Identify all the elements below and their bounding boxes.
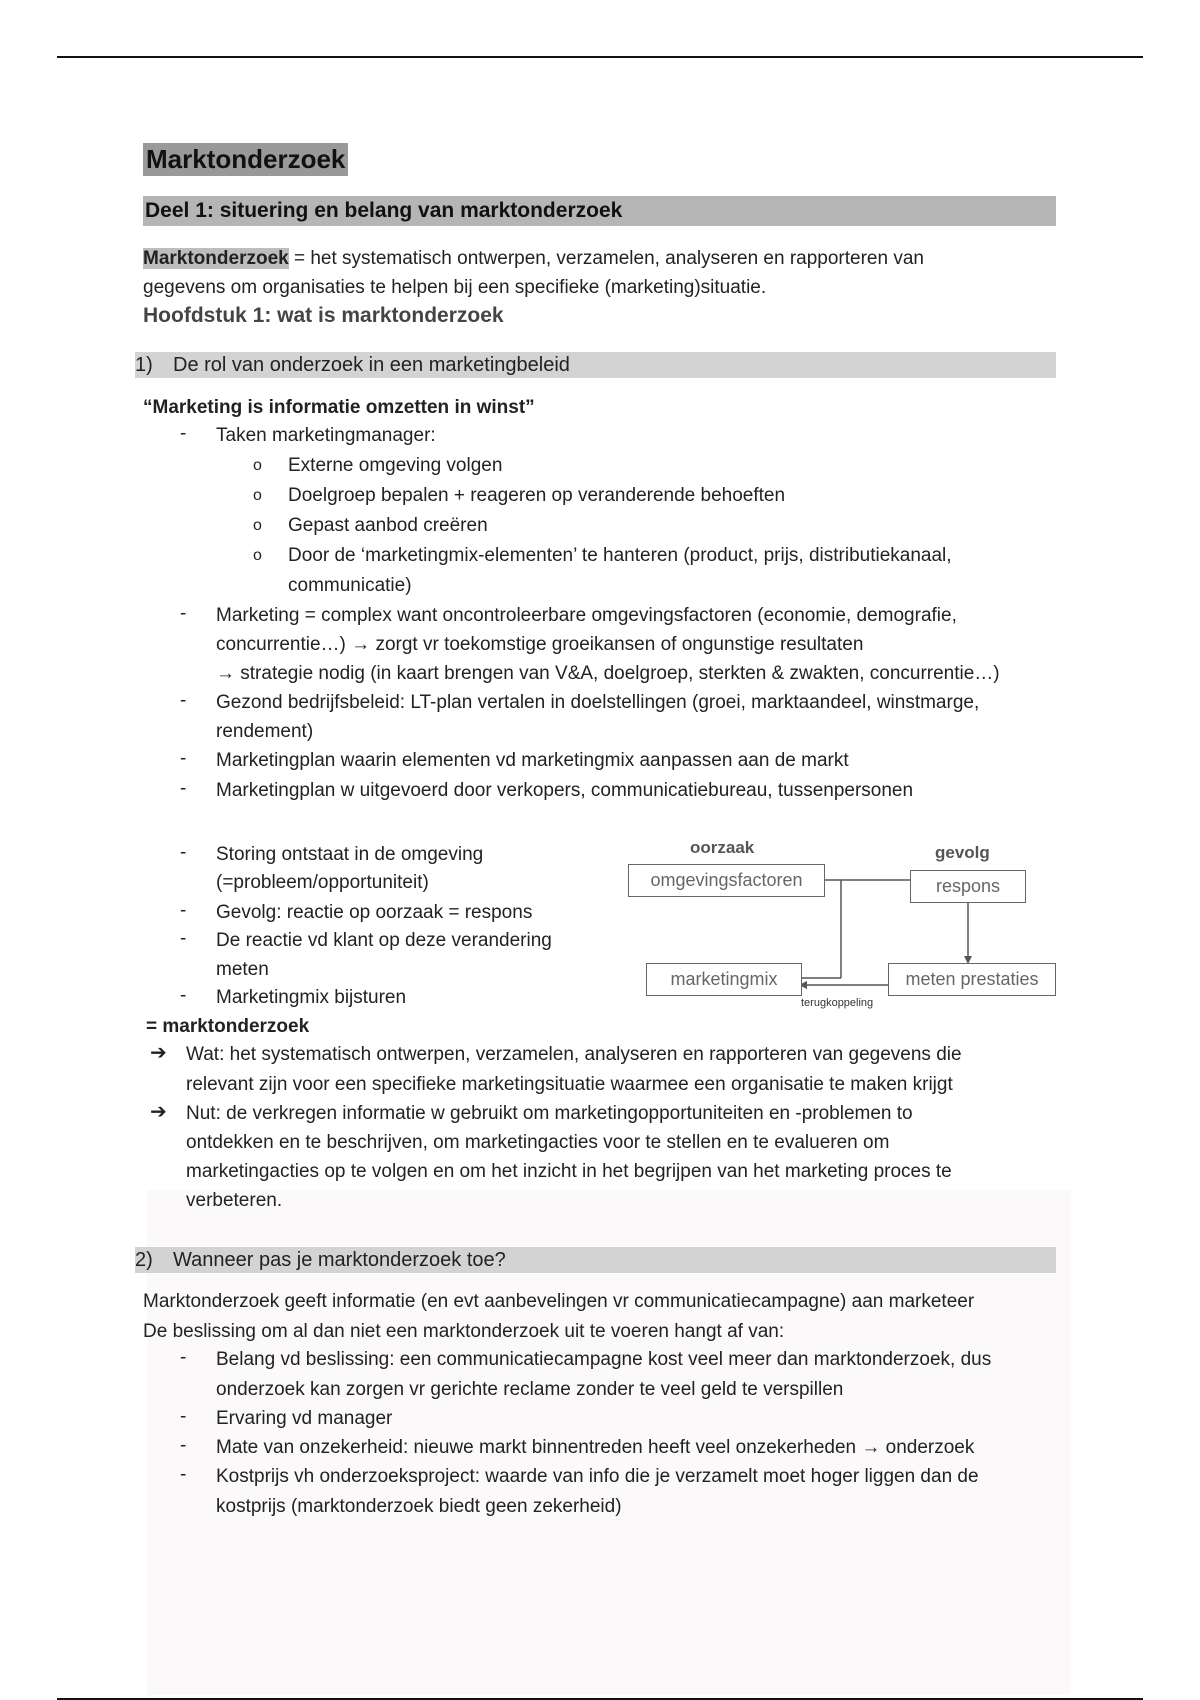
bullet-dash: - (180, 928, 187, 949)
list-item: Wat: het systematisch ontwerpen, verzamelen, analyseren en rapporteren van gegevens die (186, 1044, 962, 1065)
arrow-bullet-icon: ➔ (150, 1101, 167, 1123)
diagram-box-measure: meten prestaties (888, 963, 1056, 996)
list-item: De reactie vd klant op deze verandering (216, 930, 552, 951)
list-item: Nut: de verkregen informatie w gebruikt om marketingopportuniteiten en -problemen to (186, 1103, 913, 1124)
definition-text: = het systematisch ontwerpen, verzamelen, analyseren en rapporteren van (288, 248, 924, 269)
list-item-cont: (=probleem/opportuniteit) (216, 872, 429, 893)
section-1-title: De rol van onderzoek in een marketingbeleid (173, 354, 570, 376)
bullet-dash: - (180, 1347, 187, 1368)
chapter-heading: Hoofdstuk 1: wat is marktonderzoek (143, 304, 504, 327)
list-item-cont: relevant zijn voor een specifieke marketingsituatie waarmee een organisatie te maken krijgt (186, 1074, 953, 1095)
bullet-dash: - (180, 842, 187, 863)
list-item: Door de ‘marketingmix-elementen’ te hanteren (product, prijs, distributiekanaal, (288, 545, 952, 566)
list-item: Gepast aanbod creëren (288, 515, 488, 536)
list-item-cont: verbeteren. (186, 1190, 283, 1211)
list-item-cont: communicatie) (288, 575, 412, 596)
bullet-dash: - (180, 423, 187, 444)
diagram-feedback-label: terugkoppeling (801, 997, 874, 1009)
list-item-cont: concurrentie…) → zorgt vr toekomstige groeikansen of ongunstige resultaten (216, 634, 864, 655)
section-1-heading (135, 352, 1056, 378)
bullet-dash: - (180, 748, 187, 769)
bullet-circle: o (253, 457, 262, 474)
definition-line-2: gegevens om organisaties te helpen bij een specifieke (marketing)situatie. (143, 277, 767, 298)
list-item: Marketingplan w uitgevoerd door verkopers, communicatiebureau, tussenpersonen (216, 780, 914, 801)
bullet-dash: - (180, 1406, 187, 1427)
bullet-circle: o (253, 487, 262, 504)
diagram-box-env: omgevingsfactoren (628, 864, 825, 897)
part-heading (143, 196, 1056, 226)
bullet-dash: - (180, 1464, 187, 1485)
quote: “Marketing is informatie omzetten in winst” (143, 397, 535, 418)
list-item-cont: marketingacties op te volgen en om het inzicht in het begrijpen van het marketing proces te (186, 1161, 952, 1182)
definition-line-1 (143, 244, 924, 273)
section-2-title: Wanneer pas je marktonderzoek toe? (173, 1249, 506, 1271)
bullet-dash: - (180, 690, 187, 711)
section-2-heading (135, 1247, 1056, 1273)
list-item: Storing ontstaat in de omgeving (216, 844, 484, 865)
bullet-dash: - (180, 603, 187, 624)
paragraph: De beslissing om al dan niet een marktonderzoek uit te voeren hangt af van: (143, 1321, 785, 1342)
list-item: Gezond bedrijfsbeleid: LT-plan vertalen in doelstellingen (groei, marktaandeel, winstmarge, (216, 692, 980, 713)
section-1-number: 1) (135, 354, 153, 376)
list-item: Marketingplan waarin elementen vd marketingmix aanpassen aan de markt (216, 750, 849, 771)
bullet-dash: - (180, 1435, 187, 1456)
bullet-circle: o (253, 517, 262, 534)
list-item: Gevolg: reactie op oorzaak = respons (216, 902, 533, 923)
list-item-cont: → strategie nodig (in kaart brengen van V&A, doelgroep, sterkten & zwakten, concurrentie…) (216, 663, 1000, 684)
list-item: Marketingmix bijsturen (216, 987, 407, 1008)
list-item: Externe omgeving volgen (288, 455, 503, 476)
arrow-bullet-icon: ➔ (150, 1042, 167, 1064)
top-rule (57, 56, 1143, 58)
document-title: Marktonderzoek (143, 143, 348, 176)
list-item: Belang vd beslissing: een communicatiecampagne kost veel meer dan marktonderzoek, dus (216, 1349, 992, 1370)
list-item-cont: onderzoek kan zorgen vr gerichte reclame zonder te veel geld te verspillen (216, 1379, 844, 1400)
part-heading-text: Deel 1: situering en belang van marktonderzoek (145, 199, 623, 222)
diagram-effect-label: gevolg (935, 843, 990, 862)
diagram-box-mix: marketingmix (646, 963, 802, 996)
bullet-dash: - (180, 778, 187, 799)
bullet-dash: - (180, 900, 187, 921)
conclusion: = marktonderzoek (146, 1016, 310, 1037)
list-item-cont: rendement) (216, 721, 314, 742)
paragraph: Marktonderzoek geeft informatie (en evt aanbevelingen vr communicatiecampagne) aan marketeer (143, 1291, 975, 1312)
list-item: Mate van onzekerheid: nieuwe markt binnentreden heeft veel onzekerheden → onderzoek (216, 1437, 975, 1458)
list-item: Marketing = complex want oncontroleerbare omgevingsfactoren (economie, demografie, (216, 605, 957, 626)
definition-term: Marktonderzoek (143, 248, 289, 269)
list-item-cont: kostprijs (marktonderzoek biedt geen zekerheid) (216, 1496, 622, 1517)
list-item-cont: ontdekken en te beschrijven, om marketingacties voor te stellen en te evalueren om (186, 1132, 890, 1153)
section-2-number: 2) (135, 1249, 153, 1271)
diagram-box-response: respons (910, 870, 1026, 903)
list-item-cont: meten (216, 959, 269, 980)
list-item: Taken marketingmanager: (216, 425, 436, 446)
bullet-dash: - (180, 985, 187, 1006)
list-item: Doelgroep bepalen + reageren op veranderende behoeften (288, 485, 786, 506)
bullet-circle: o (253, 547, 262, 564)
list-item: Kostprijs vh onderzoeksproject: waarde van info die je verzamelt moet hoger liggen dan de (216, 1466, 979, 1487)
diagram-cause-label: oorzaak (690, 838, 755, 857)
list-item: Ervaring vd manager (216, 1408, 393, 1429)
